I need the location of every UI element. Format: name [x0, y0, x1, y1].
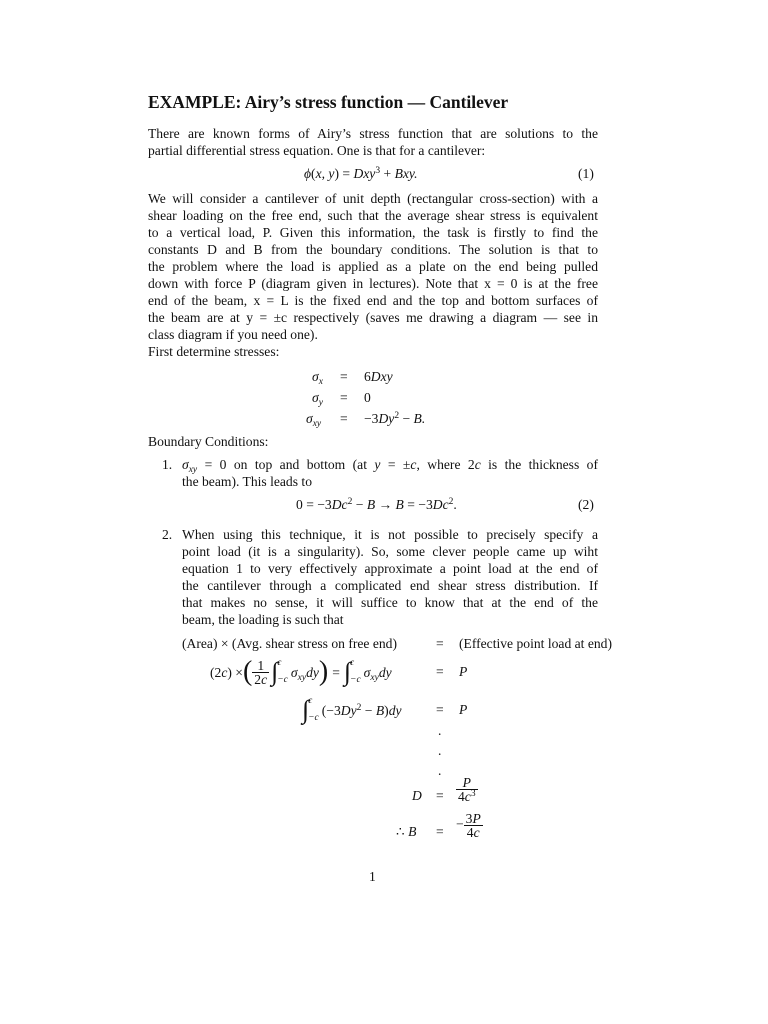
- page-title: EXAMPLE: Airy’s stress function — Cantilever: [148, 92, 509, 112]
- fraction-d: $\frac{P}{4c^3}$: [458, 775, 476, 804]
- text-line: the beam are at y = ±c respectively (saves me drawing a diagram — see in: [148, 310, 598, 325]
- text-line: the problem where the load is applied as a plate on the end being pulled: [148, 259, 598, 274]
- list-item: [182, 526, 598, 628]
- ellipsis-dot: .: [438, 723, 442, 738]
- eq-integral-avg: (2c) × ( $\frac{1}{2c}$ ∫ c −c $\sigma_{xy}dy$ ) = ∫ c −c $\sigma_{xy}dy$: [210, 656, 392, 687]
- text-line: end of the beam, x = L is the fixed end and the top and bottom surfaces of: [148, 293, 598, 308]
- text-line: equation 1 to very effectively approximate a point load at the end of: [182, 561, 598, 576]
- ellipsis-dot: .: [438, 743, 442, 758]
- text-line: the beam). This leads to: [182, 474, 312, 489]
- equation-airy-function: ϕ(x, y) = Dxy$^3$ + Bxy.: [304, 166, 418, 181]
- text-line: We will consider a cantilever of unit depth (rectangular cross-section) with a: [148, 191, 598, 206]
- document-page: EXAMPLE: Airy’s stress function — Cantilever There are known forms of Airy’s stress function that are solutions to the partial differential stress equation. One is that for a cantilever: ϕ(x, y) = Dxy$^3$ + Bxy. (1) We will consider a cantilever of unit depth (rectangular cross-section) with a shear loading on the free end, such that the average shear stress is equivalent to a vertical load, P. Given this information, the task is firstly to find the constants D and B from the boundary conditions. The solution is that to the problem where the load is applied as a plate on the end being pulled down with force P (diagram given in lectures). Note that x = 0 is at the free end of the beam, x = L is the fixed end and the top and bottom surfaces of the beam are at y = ±c respectively (saves me drawing a diagram — see in class diagram if you need one). First determine stresses: $\sigma_x$ = 6Dxy $\sigma_y$ = 0 $\sigma_{xy}$ = $-3Dy^2 - B$. Boundary Conditions: 1. $\sigma_{xy} = 0$ on top and bottom (at y = ±c, where 2c is the thickness of the beam). This leads to $0 = -3Dc^2 - B \to B = -3Dc^2$. (2) 2. When using this technique, it is not possible to precisely specify a point load (it is a singularity). So, some clever people came up wiht equation 1 to very effectively approximate a point load at the end of the cantilever through a complicated end shear stress distribution. If that makes no sense, it will suffice to know that at the end of the beam, the loading is such that (Area) × (Avg. shear stress on free end) = (Effective point load at end) (2c) × ( $\frac{1}{2c}$ ∫ c −c $\sigma_{xy}dy$ ) = ∫ c −c $\sigma_{xy}dy$ = P ∫ c −c $(-3Dy^2 - B)dy$ = P . . . D = $\frac{P}{4c^3}$ ∴ B = − $\frac{3P}{4c}$ 1: [148, 92, 612, 884]
- text-line: class diagram if you need one).: [148, 327, 318, 342]
- ellipsis-dot: .: [438, 763, 442, 778]
- equation-boundary-condition: $0 = -3Dc^2 - B \to B = -3Dc^2$.: [296, 497, 457, 512]
- equation-number: (1): [578, 166, 594, 181]
- list-item: [182, 456, 598, 490]
- stresses-intro: First determine stresses:: [148, 344, 280, 359]
- text-line: constants D and B from the boundary conditions. The solution is that to: [148, 242, 598, 257]
- text-line: beam, the loading is such that: [182, 612, 344, 627]
- eq-integral-load: ∫ c −c $(-3Dy^2 - B)dy$: [302, 695, 402, 724]
- text-line: There are known forms of Airy’s stress function that are solutions to the: [148, 126, 598, 141]
- text-line: the cantilever through a complicated end shear stress distribution. If: [182, 578, 598, 593]
- text-line: partial differential stress equation. One is that for a cantilever:: [148, 143, 486, 158]
- text-line: shear loading on the free end, such that the average shear stress is equivalent: [148, 208, 598, 223]
- eq-right: (Effective point load at end): [459, 636, 612, 651]
- equation-number: (2): [578, 497, 594, 512]
- boundary-heading: Boundary Conditions:: [148, 434, 269, 449]
- list-number: 2.: [162, 527, 173, 542]
- text-line: to a vertical load, P. Given this information, the task is firstly to find the: [148, 225, 598, 240]
- text-line: that makes no sense, it will suffice to know that at the end of the: [182, 595, 598, 610]
- text-line: When using this technique, it is not possible to precisely specify a: [182, 527, 598, 542]
- eq-left: (Area) × (Avg. shear stress on free end): [182, 636, 398, 651]
- text-line: point load (it is a singularity). So, some clever people came up wiht: [182, 544, 598, 559]
- page-number: 1: [369, 869, 376, 884]
- list-number: 1.: [162, 457, 173, 472]
- text-line: down with force P (diagram given in lectures). Note that x = 0 is at the free: [148, 276, 598, 291]
- intro-paragraph: [148, 125, 598, 159]
- text-line: $\sigma_{xy} = 0$ on top and bottom (at y = ±c, where 2c is the thickness of: [182, 457, 598, 475]
- fraction-b: − $\frac{3P}{4c}$: [456, 811, 481, 840]
- body-paragraph: [148, 190, 598, 343]
